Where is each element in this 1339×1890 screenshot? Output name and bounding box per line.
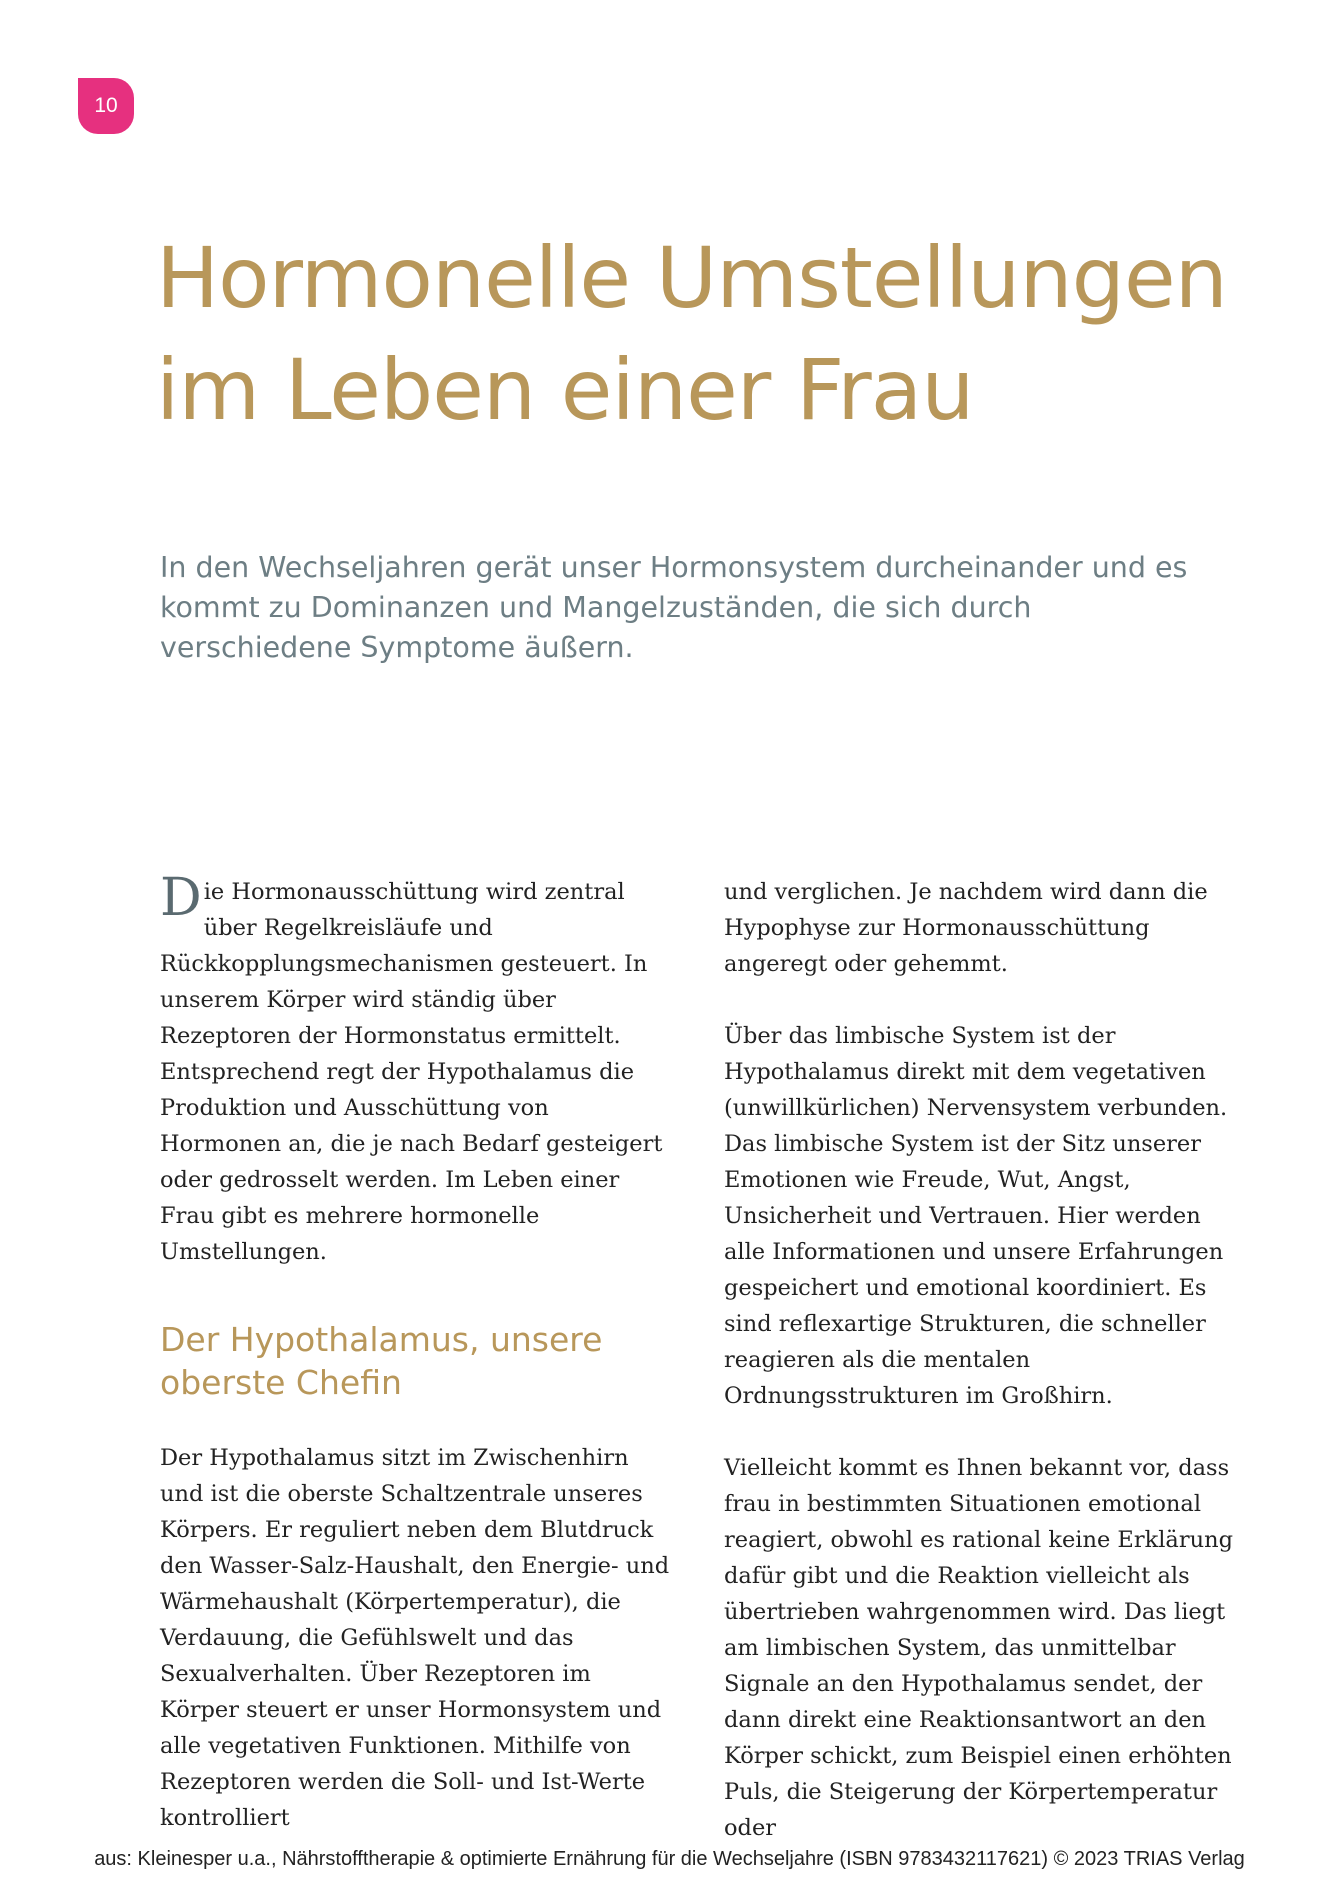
body-paragraph: Vielleicht kommt es Ihnen bekannt vor, dass frau in bestimmten Situationen emotional reagiert, obwohl es rational keine Erklärung dafür gibt und die Reaktion vielleicht als übertrieben wahrgenommen wird. Das liegt am limbischen System, das unmittelbar Signale an den Hypothalamus sendet, der dann direkt eine Reaktionsantwort an den Körper schickt, zum Beispiel einen erhöhten Puls, die Steigerung der Körpertemperatur oder: [724, 1455, 1233, 1841]
title-line-1: Hormonelle Umstellungen: [156, 229, 1227, 327]
right-column: [724, 874, 1234, 1846]
lead-paragraph: In den Wechseljahren gerät unser Hormonsystem durcheinander und es kommt zu Dominanzen und Mangelzuständen, die sich durch verschiedene Symptome äußern.: [160, 551, 1188, 664]
page-title: [156, 222, 1227, 446]
intro-paragraph: [160, 868, 670, 1270]
section-subheading: Der Hypothalamus, unsere oberste Chefin: [160, 1320, 603, 1402]
source-footer: aus: Kleinesper u.a., Nährstofftherapie & optimierte Ernährung für die Wechseljahre (ISBN 9783432117621) © 2023 TRIAS Verlag: [94, 1848, 1245, 1870]
page-number: 10: [94, 94, 118, 117]
drop-cap: D: [160, 868, 202, 928]
body-paragraph: Der Hypothalamus sitzt im Zwischenhirn und ist die oberste Schaltzentrale unseres Körpers. Er reguliert neben dem Blutdruck den Wasser-Salz-Haushalt, den Energie- und Wärmehaushalt (Körpertemperatur), die Verdauung, die Gefühlswelt und das Sexualverhalten. Über Rezeptoren im Körper steuert er unser Hormonsystem und alle vegetativen Funktionen. Mithilfe von Rezeptoren werden die Soll- und Ist-Werte kontrolliert: [160, 1445, 670, 1831]
intro-text: ie Hormonausschüttung wird zentral über Regelkreisläufe und Rückkopplungsmechanismen gesteuert. In unserem Körper wird ständig über Rezeptoren der Hormonstatus ermittelt. Entsprechend regt der Hypothalamus die Produktion und Ausschüttung von Hormonen an, die je nach Bedarf gesteigert oder gedrosselt werden. Im Leben einer Frau gibt es mehrere hormonelle Umstellungen.: [160, 879, 663, 1265]
title-line-2: im Leben einer Frau: [156, 341, 974, 439]
left-column: [160, 868, 670, 1836]
page-number-badge: [78, 78, 134, 134]
body-paragraph: und verglichen. Je nachdem wird dann die Hypophyse zur Hormonausschüttung angeregt oder gehemmt.: [724, 879, 1208, 977]
body-paragraph: Über das limbische System ist der Hypothalamus direkt mit dem vegetativen (unwillkürlichen) Nervensystem verbunden. Das limbische System ist der Sitz unserer Emotionen wie Freude, Wut, Angst, Unsicherheit und Vertrauen. Hier werden alle Informationen und unsere Erfahrungen gespeichert und emotional koordiniert. Es sind reflexartige Strukturen, die schneller reagieren als die mentalen Ordnungsstrukturen im Großhirn.: [724, 1023, 1228, 1409]
